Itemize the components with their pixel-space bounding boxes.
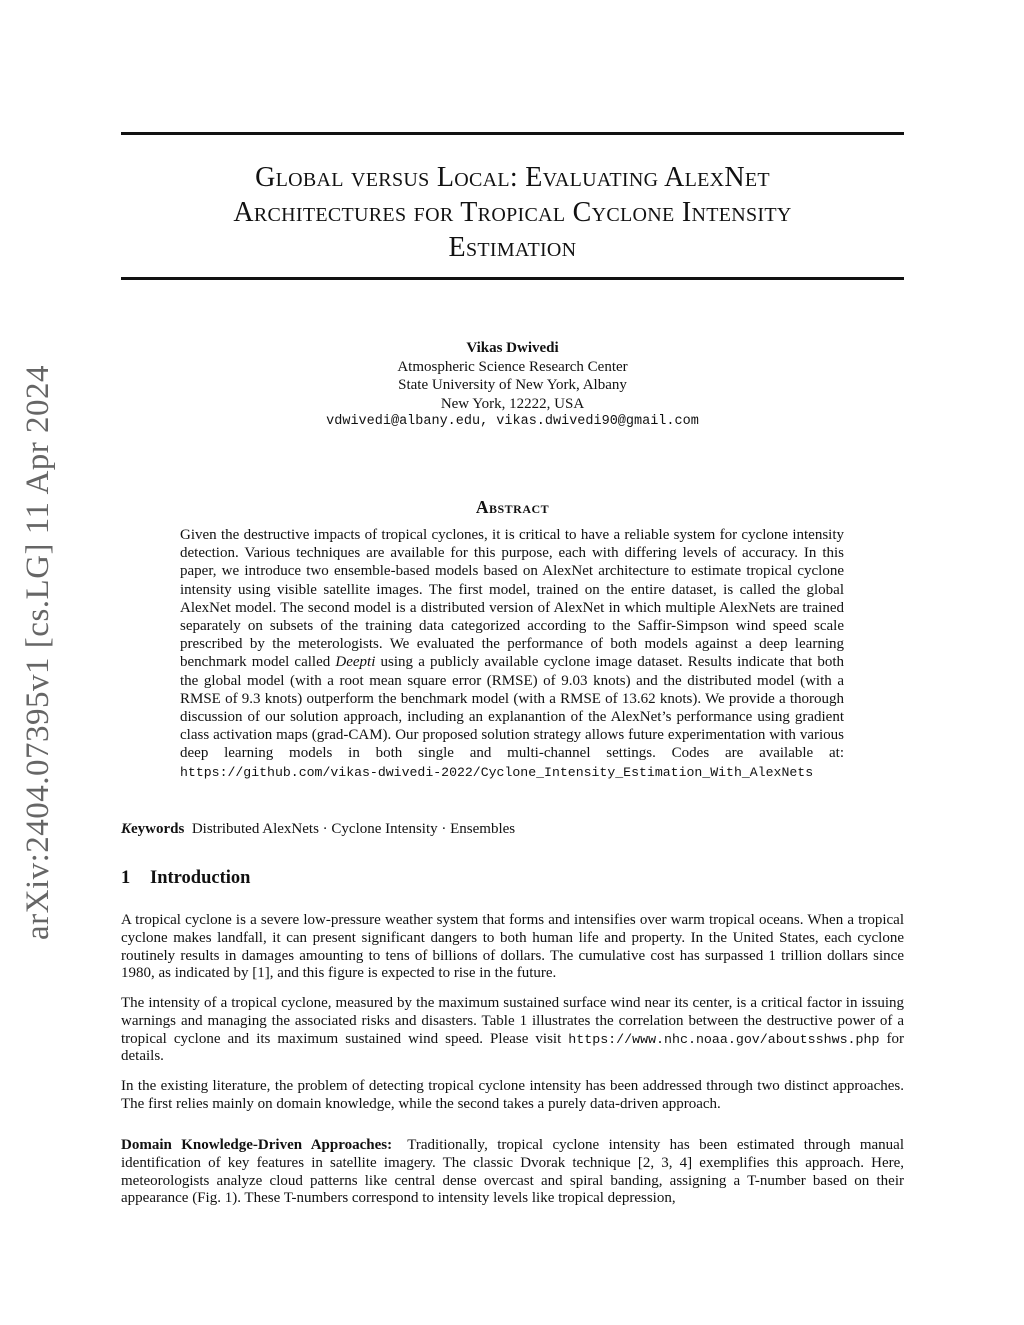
abstract-model-name: Deepti <box>335 654 376 671</box>
intro-paragraph-1: A tropical cyclone is a severe low-pressure weather system that forms and intensifies over warm tropical oceans. When a tropical cyclone makes landfall, it can present significant dangers to both human life and property. In the United States, each cyclone routinely results in damages amounting to tens of billions of dollars. The cumulative cost has surpassed 1 trillion dollars since 1980, as indicated by [1], and this figure is expected to rise in the future. <box>121 912 904 982</box>
intro-paragraph-3: In the existing literature, the problem of detecting tropical cyclone intensity has been addressed through two distinct approaches. The first relies mainly on domain knowledge, while the second takes a purely data-driven approach. <box>121 1078 904 1112</box>
keywords-label: Keywords <box>121 821 185 837</box>
abstract-text-a: Given the destructive impacts of tropical cyclones, it is critical to have a reliable system for cyclone intensity detection. Various techniques are available for this purpose, each with differing levels of accuracy. In this paper, we introduce two ensemble-based models based on AlexNet architecture to estimate tropical cyclone intensity using visible satellite images. The first model, trained on the entire dataset, is called the global AlexNet model. The second model is a distributed version of AlexNet in which multiple AlexNets are trained separately on subsets of the training data categorized according to the Saffir-Simpson wind speed scale prescribed by the meterologists. We evaluated the performance of both models against a deep learning benchmark model called <box>180 527 844 671</box>
section-heading-introduction <box>121 868 250 889</box>
nhc-link[interactable]: https://www.nhc.noaa.gov/aboutsshws.php <box>568 1031 880 1047</box>
intro-paragraph-2: The intensity of a tropical cyclone, measured by the maximum sustained surface wind near its center, is a critical factor in issuing warnings and managing the associated risks and disasters. Table 1 illustrates the correlation between the destructive power of a tropical cyclone and its maximum sustained wind speed. Please visit https://www.nhc.noaa.gov/aboutsshws.php for details. <box>121 995 905 1065</box>
keywords-items: Distributed AlexNets · Cyclone Intensity · Ensembles <box>191 821 516 837</box>
author-address: New York, 12222, USA <box>440 395 585 412</box>
paper-title <box>121 160 904 265</box>
author-emails[interactable]: vdwivedi@albany.edu, vikas.dwivedi90@gmail.com <box>326 414 699 429</box>
abstract-text-b: using a publicly available cyclone image dataset. Results indicate that both the global model (with a root mean square error (RMSE) of 9.03 knots) and the distributed model (with a RMSE of 9.3 knots) outperform the benchmark model (with a RMSE of 13.62 knots). We provide a thorough discussion of our solution approach, including an explanantion of the AlexNet’s performance using gradient class activation maps (grad-CAM). Our proposed solution strategy allows future experimentation with various deep learning models in both single and multi-channel settings. Codes are available at: <box>180 654 845 762</box>
author-block <box>121 339 904 432</box>
code-link[interactable]: https://github.com/vikas-dwivedi-2022/Cyclone_Intensity_Estimation_With_AlexNets <box>180 764 814 780</box>
section-title: Introduction <box>150 868 251 888</box>
section-number: 1 <box>121 868 131 888</box>
author-name: Vikas Dwivedi <box>466 340 559 356</box>
arxiv-identifier-stamp: arXiv:2404.07395v1 [cs.LG] 11 Apr 2024 <box>20 364 56 940</box>
keywords-line <box>121 821 515 838</box>
abstract-heading: Abstract <box>475 497 550 517</box>
paragraph-runin-heading: Domain Knowledge-Driven Approaches: <box>121 1137 393 1153</box>
abstract-body <box>180 526 844 782</box>
intro-paragraph-4: Domain Knowledge-Driven Approaches: Traditionally, tropical cyclone intensity has been estimated through manual identification of key features in satellite imagery. The classic Dvorak technique [2, 3, 4] exemplifies this approach. Here, meteorologists analyze cloud patterns like central dense overcast and spiral banding, assigning a T-number based on their appearance (Fig. 1). These T-numbers correspond to intensity levels like tropical depression, <box>121 1137 904 1207</box>
title-line-1: Global versus Local: Evaluating AlexNet <box>255 162 770 193</box>
title-line-2: Architectures for Tropical Cyclone Intensity <box>233 197 792 228</box>
author-affiliation-1: Atmospheric Science Research Center <box>397 358 628 375</box>
title-rule-top <box>121 132 904 135</box>
title-line-3: Estimation <box>448 232 577 263</box>
title-rule-bottom <box>121 277 904 280</box>
author-affiliation-2: State University of New York, Albany <box>398 377 627 393</box>
